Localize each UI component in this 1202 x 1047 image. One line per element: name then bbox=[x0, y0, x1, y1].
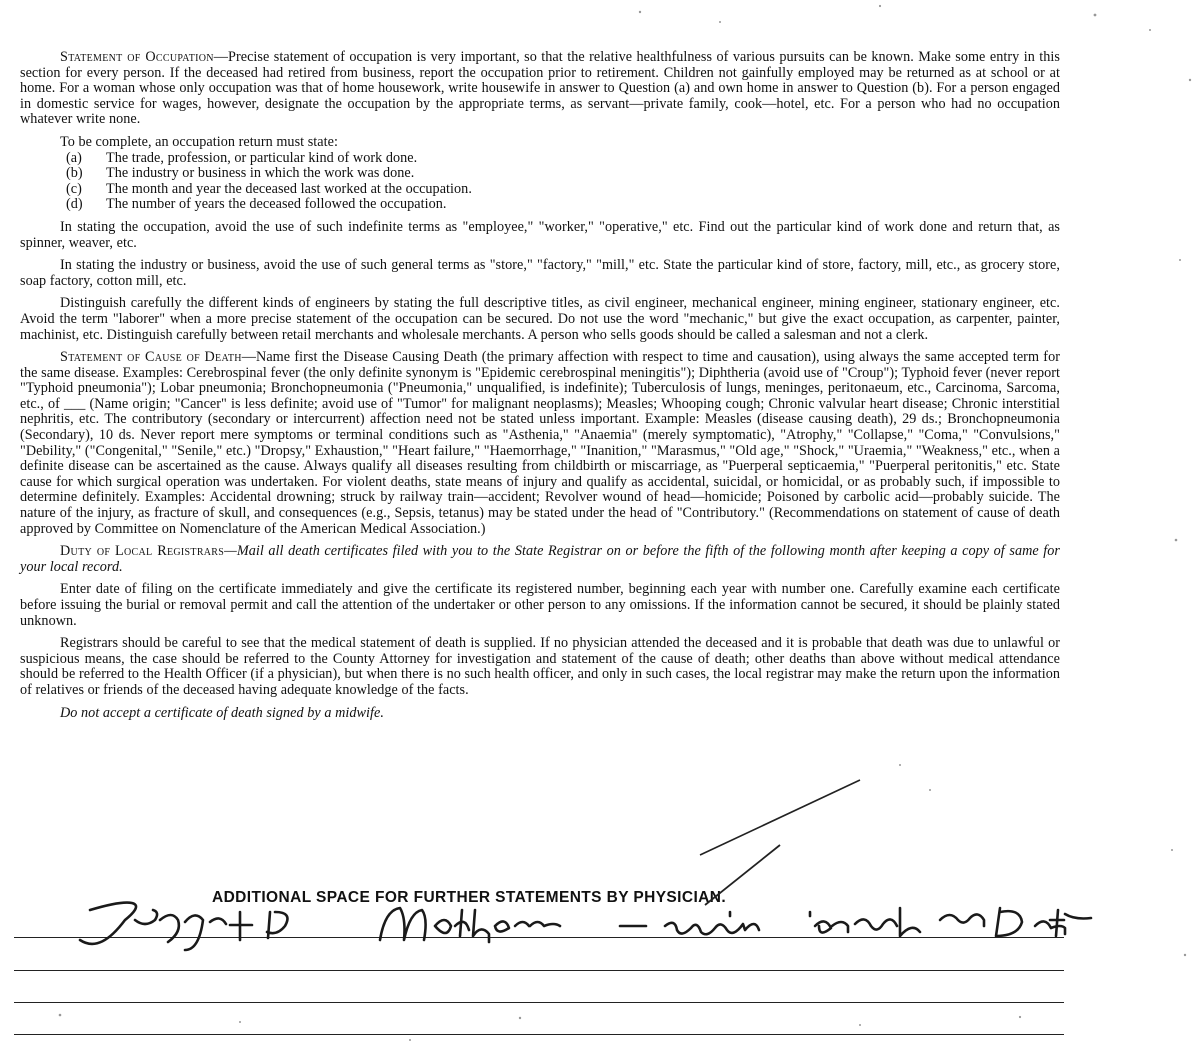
additional-space-heading: ADDITIONAL SPACE FOR FURTHER STATEMENTS BY PHYSICIAN. bbox=[212, 889, 727, 906]
registrars-paragraph bbox=[20, 544, 1060, 575]
occupation-paragraph bbox=[20, 50, 1060, 128]
blank-line bbox=[14, 970, 1064, 971]
cause-text: —Name first the Disease Causing Death (the primary affection with respect to time and causation), using always the same accepted term for the same disease. Examples: Cerebrospinal fever (the only definite synonym is "Epidemic cerebrospinal meningitis"); Diphtheria (avoid use of "Croup"); Typhoid fever (never report "Typhoid pneumonia"); Lobar pneumonia; Bronchopneumonia ("Pneumonia," unqualified, is indefinite); Tuberculosis of lungs, meninges, peritonaeum, etc., Carcinoma, Sarcoma, etc., of ___ (Name origin; "Cancer" is less definite; avoid use of "Tumor" for malignant neoplasms); Measles; Whooping cough; Chronic valvular heart disease; Chronic interstitial nephritis, etc. The contributory (secondary or intercurrent) affection need not be stated unless important. Example: Measles (disease causing death), 29 ds.; Bronchopneumonia (Secondary), 10 ds. Never report mere symptoms or terminal conditions such as "Asthenia," "Anaemia" (merely symptomatic), "Atrophy," "Collapse," "Coma," "Convulsions," "Debility," ("Congenital," "Senile," etc.) "Dropsy," Exhaustion," "Heart failure," "Haemorrhage," "Inanition," "Marasmus," "Old age," "Shock," "Uraemia," "Weakness," etc., when a definite disease can be ascertained as the cause. Always qualify all diseases resulting from childbirth or miscarriage, as "Puerperal septicaemia," "Puerperal peritonitis," etc. State cause for which surgical operation was undertaken. For violent deaths, state means of injury and qualify as accidental, suicidal, or homicidal, or as probably such, if impossible to determine definitely. Examples: Accidental drowning; struck by railway train—accident; Revolver wound of head—homicide; Poisoned by carbolic acid—probably suicide. The nature of the injury, as fracture of skull, and consequences (e.g., Sepsis, tetanus) may be stated under the head of "Contributory." (Recommendations on statement of cause of death approved by Committee on Nomenclature of the American Medical Association.) bbox=[20, 349, 1060, 537]
list-item bbox=[66, 197, 1060, 213]
medical-statement-paragraph: Registrars should be careful to see that the medical statement of death is supplied. If no physician attended the deceased and it is probable that death was due to unlawful or suspicious means, the case should be referred to the County Attorney for investigation and statement of the cause of death; other deaths than above without medical attendance should be referred to the Health Officer (if a physician), but when there is no such health officer, and only in such cases, the local registrar may make the return upon the information of relatives or friends of the deceased having adequate knowledge of the facts. bbox=[20, 635, 1060, 698]
handwritten-note bbox=[0, 880, 1202, 960]
cause-heading: Statement of Cause of Death bbox=[60, 349, 242, 366]
blank-line bbox=[14, 1002, 1064, 1003]
list-item bbox=[66, 182, 1060, 198]
industry-terms-paragraph: In stating the industry or business, avoid the use of such general terms as "store," "factory," "mill," etc. State the particular kind of store, factory, mill, etc., as grocery store, soap factory, cotton mill, etc. bbox=[20, 257, 1060, 289]
registrars-heading: Duty of Local Registrars bbox=[60, 543, 225, 560]
midwife-paragraph: Do not accept a certificate of death signed by a midwife. bbox=[60, 704, 384, 721]
list-item bbox=[66, 166, 1060, 182]
occupation-heading: Statement of Occupation bbox=[60, 49, 214, 65]
occupation-requirements-list bbox=[20, 135, 1060, 213]
list-item-key: (a) bbox=[66, 149, 82, 166]
blank-line bbox=[14, 1034, 1064, 1035]
registrars-text: —Mail all death certificates filed with you to the State Registrar on or before the fifth of the following month after keeping a copy of same for your local record. bbox=[20, 543, 1061, 575]
cause-of-death-paragraph bbox=[20, 350, 1060, 537]
occupation-intro: —Precise statement of occupation is very important, so that the relative healthfulness of various pursuits can be known. Make some entry in this section for every person. If the deceased had retired from business, report the occupation prior to retirement. Children not gainfully employed may be returned as at school or at home. For a woman whose only occupation was that of home housework, write housewife in answer to Question (a) and own home in answer to Question (b). For a person engaged in domestic service for wages, however, designate the occupation by the appropriate terms, as servant—private family, cook—hotel, etc. For a person who had no occupation whatever write none. bbox=[20, 49, 1060, 128]
list-item-key: (b) bbox=[66, 165, 83, 182]
list-item-text: The month and year the deceased last worked at the occupation. bbox=[106, 180, 472, 197]
list-item-text: The trade, profession, or particular kind of work done. bbox=[106, 149, 418, 166]
instructions-text bbox=[20, 50, 1060, 728]
list-item-key: (d) bbox=[66, 196, 83, 213]
list-item-text: The number of years the deceased followed the occupation. bbox=[106, 196, 447, 213]
list-item-text: The industry or business in which the work was done. bbox=[106, 165, 415, 182]
list-item bbox=[66, 151, 1060, 167]
list-lead: To be complete, an occupation return must state: bbox=[60, 133, 338, 150]
engineers-paragraph: Distinguish carefully the different kinds of engineers by stating the full descriptive titles, as civil engineer, mechanical engineer, mining engineer, stationary engineer, etc. Avoid the term "laborer" when a more precise statement of the occupation can be secured. Do not use the word "mechanic," but give the exact occupation, as carpenter, painter, machinist, etc. Distinguish carefully between retail merchants and wholesale merchants. A person who sells goods should be called a salesman and not a clerk. bbox=[20, 295, 1060, 343]
list-item-key: (c) bbox=[66, 180, 82, 197]
filing-paragraph: Enter date of filing on the certificate immediately and give the certificate its registered number, beginning each year with number one. Carefully examine each certificate before issuing the burial or removal permit and call the attention of the undertaker or other person to any omissions. If the information cannot be secured, it should be plainly stated unknown. bbox=[20, 581, 1060, 629]
occupation-terms-paragraph: In stating the occupation, avoid the use of such indefinite terms as "employee," "worker," "operative," etc. Find out the particular kind of work done and return that, as spinner, weaver, etc. bbox=[20, 218, 1060, 251]
